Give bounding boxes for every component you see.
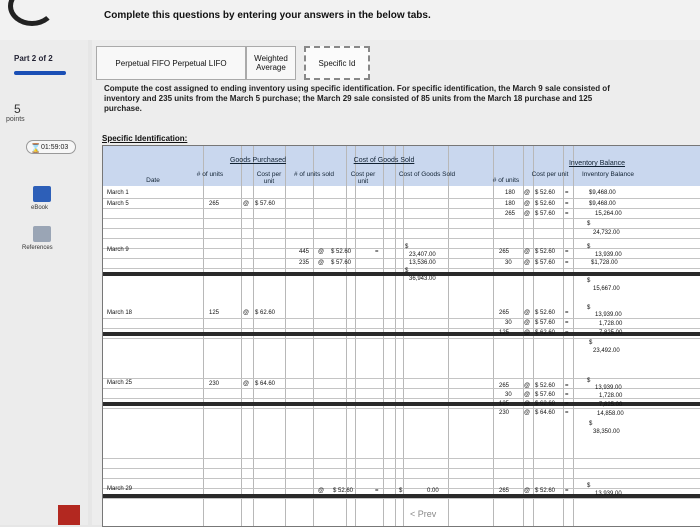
col-inv-balance: Inventory Balance: [581, 171, 635, 178]
sold-units[interactable]: 235: [299, 260, 310, 266]
sold-cost[interactable]: $ 52.60: [331, 249, 352, 255]
inv-cost[interactable]: $ 57.60: [535, 260, 556, 266]
at-sign: @: [524, 330, 531, 336]
at-sign: @: [524, 249, 531, 255]
inv-balance[interactable]: 1,728.00: [599, 393, 623, 399]
inv-total[interactable]: 15,667.00: [593, 286, 620, 292]
cogs-total[interactable]: 36,943.00: [409, 276, 436, 282]
inv-balance[interactable]: 13,939.00: [595, 385, 622, 391]
col-cost-per-unit-sold: Cost per unit: [350, 171, 376, 185]
dollar-sign: $: [589, 421, 593, 427]
inv-cost[interactable]: $ 52.60: [535, 249, 556, 255]
header-cost-of-goods-sold: Cost of Goods Sold: [353, 157, 415, 164]
equals-sign: =: [565, 410, 569, 416]
inv-units[interactable]: 30: [505, 260, 512, 266]
cogs-value[interactable]: 23,407.00: [409, 252, 436, 258]
inv-cost[interactable]: $ 52.60: [535, 190, 556, 196]
inv-balance[interactable]: $1,728.00: [591, 260, 618, 266]
inv-cost[interactable]: $ 57.60: [535, 211, 556, 217]
inv-units[interactable]: 265: [499, 383, 510, 389]
inv-balance[interactable]: 13,939.00: [595, 312, 622, 318]
purchase-cost[interactable]: $ 57.60: [255, 201, 276, 207]
dollar-sign: $: [587, 278, 591, 284]
inv-cost[interactable]: $ 52.60: [535, 383, 556, 389]
equals-sign: =: [565, 211, 569, 217]
inv-units[interactable]: 265: [499, 488, 510, 494]
row-date: March 9: [107, 247, 129, 253]
inv-units[interactable]: 180: [505, 201, 516, 207]
equals-sign: =: [565, 401, 569, 407]
equals-sign: =: [565, 330, 569, 336]
points-value: 5: [14, 102, 21, 116]
purchase-units[interactable]: 125: [209, 310, 220, 316]
inv-units[interactable]: 265: [499, 249, 510, 255]
at-sign: @: [318, 260, 325, 266]
hourglass-icon: ⌛: [30, 143, 42, 153]
prev-button[interactable]: < Prev: [410, 509, 437, 519]
problem-text: [104, 84, 700, 114]
inv-total[interactable]: 38,350.00: [593, 429, 620, 435]
sidebar: [0, 40, 88, 525]
sold-units[interactable]: 445: [299, 249, 310, 255]
header-inventory-balance: Inventory Balance: [568, 160, 626, 167]
equals-sign: =: [565, 190, 569, 196]
problem-line-2: inventory and 235 units from the March 5 purchase; the March 29 sale consisted of 85 units from the March 18 purchase and 125: [104, 94, 593, 103]
cogs-value[interactable]: 13,536.00: [409, 260, 436, 266]
dollar-sign: $: [399, 488, 403, 494]
inv-units[interactable]: 30: [505, 320, 512, 326]
equals-sign: =: [565, 310, 569, 316]
row-date: March 29: [107, 486, 133, 492]
dollar-sign: $: [587, 221, 591, 227]
inv-cost[interactable]: $ 64.60: [535, 410, 556, 416]
dollar-sign: $: [405, 244, 409, 250]
equals-sign: =: [565, 488, 569, 494]
header-goods-purchased: Goods Purchased: [229, 157, 287, 164]
sold-cost[interactable]: $ 52.60: [333, 488, 354, 494]
at-sign: @: [243, 201, 250, 207]
at-sign: @: [524, 392, 531, 398]
tab-specific-id[interactable]: Specific Id: [304, 46, 370, 80]
col-date: Date: [146, 177, 160, 184]
purchase-cost[interactable]: $ 62.60: [255, 310, 276, 316]
timer[interactable]: [26, 140, 76, 154]
tab-lifo-label[interactable]: Perpetual LIFO: [172, 58, 227, 68]
at-sign: @: [318, 488, 325, 494]
dollar-sign: $: [587, 244, 591, 250]
equals-sign: =: [565, 201, 569, 207]
col-units: # of units: [196, 171, 224, 178]
at-sign: @: [524, 201, 531, 207]
part-progress-bar: [14, 71, 66, 75]
col-inv-units: # of units: [492, 177, 520, 184]
at-sign: @: [524, 410, 531, 416]
references-label[interactable]: References: [22, 245, 53, 251]
col-cogs: Cost of Goods Sold: [398, 171, 456, 178]
section-title: Specific Identification:: [102, 134, 188, 143]
inv-balance[interactable]: $9,468.00: [589, 201, 616, 207]
at-sign: @: [524, 488, 531, 494]
timer-value: 01:59:03: [41, 144, 69, 151]
at-sign: @: [524, 383, 531, 389]
purchase-units[interactable]: 230: [209, 381, 220, 387]
at-sign: @: [524, 260, 531, 266]
col-cost-per-unit: Cost per unit: [256, 171, 282, 185]
at-sign: @: [524, 211, 531, 217]
inv-cost[interactable]: $ 62.60: [535, 330, 556, 336]
dollar-sign: $: [587, 378, 591, 384]
tab-fifo-label[interactable]: Perpetual FIFO: [115, 58, 171, 68]
ebook-label[interactable]: eBook: [31, 205, 49, 211]
dollar-sign: $: [589, 340, 593, 346]
part-indicator: Part 2 of 2: [14, 54, 53, 63]
col-units-sold: # of units sold: [293, 171, 335, 178]
problem-line-1: Compute the cost assigned to ending inventory using specific identification. For specific identification, the March 9 sale consisted of: [104, 84, 610, 93]
equals-sign: =: [565, 392, 569, 398]
col-inv-cost-per-unit: Cost per unit: [531, 171, 569, 178]
at-sign: @: [243, 310, 250, 316]
inv-cost[interactable]: $ 52.60: [535, 201, 556, 207]
inv-cost[interactable]: $ 57.60: [535, 392, 556, 398]
row-date: March 18: [107, 310, 133, 316]
dollar-sign: $: [587, 483, 591, 489]
problem-line-3: purchase.: [104, 104, 142, 113]
equals-sign: =: [565, 320, 569, 326]
equals-sign: =: [565, 383, 569, 389]
dollar-sign: $: [405, 268, 409, 274]
inv-units[interactable]: 180: [505, 190, 516, 196]
purchase-units[interactable]: 265: [209, 201, 220, 207]
tab-perpetual-fifo-lifo[interactable]: [96, 46, 246, 80]
at-sign: @: [318, 249, 325, 255]
equals-sign: =: [565, 260, 569, 266]
ebook-icon[interactable]: [33, 186, 51, 202]
inv-cost[interactable]: $ 52.60: [535, 488, 556, 494]
main-content: [92, 40, 700, 525]
points-label: points: [6, 116, 25, 123]
inventory-table: [102, 145, 700, 527]
top-bar: [0, 0, 700, 40]
purchase-cost[interactable]: $ 64.60: [255, 381, 276, 387]
inv-units[interactable]: 230: [499, 410, 510, 416]
inv-balance[interactable]: 13,939.00: [595, 252, 622, 258]
equals-sign: =: [375, 249, 379, 255]
inv-units[interactable]: 125: [499, 330, 510, 336]
inv-balance[interactable]: 1,728.00: [599, 321, 623, 327]
inv-units[interactable]: 30: [505, 392, 512, 398]
sold-cost[interactable]: $ 57.60: [331, 260, 352, 266]
at-sign: @: [243, 381, 250, 387]
cogs-value[interactable]: 0.00: [427, 488, 439, 494]
equals-sign: =: [565, 249, 569, 255]
inv-cost[interactable]: $ 57.60: [535, 320, 556, 326]
inv-cost[interactable]: $ 52.60: [535, 310, 556, 316]
tab-weighted-average[interactable]: Weighted Average: [246, 46, 296, 80]
at-sign: @: [524, 401, 531, 407]
inv-balance[interactable]: $9,468.00: [589, 190, 616, 196]
publisher-logo-icon: [58, 505, 80, 525]
inv-cost[interactable]: $ 62.60: [535, 401, 556, 407]
inv-units[interactable]: 125: [499, 401, 510, 407]
at-sign: @: [524, 310, 531, 316]
row-date: March 5: [107, 201, 129, 207]
inv-units[interactable]: 265: [499, 310, 510, 316]
equals-sign: =: [375, 488, 379, 494]
instruction-text: Complete this questions by entering your answers in the below tabs.: [104, 10, 431, 21]
inv-total[interactable]: 24,732.00: [593, 230, 620, 236]
at-sign: @: [524, 190, 531, 196]
references-icon[interactable]: [33, 226, 51, 242]
logo-icon: [8, 0, 56, 26]
inv-total[interactable]: 23,492.00: [593, 348, 620, 354]
inv-balance[interactable]: 14,858.00: [597, 411, 624, 417]
inv-balance[interactable]: 13,939.00: [595, 491, 622, 497]
dollar-sign: $: [587, 305, 591, 311]
row-date: March 1: [107, 190, 129, 196]
row-date: March 25: [107, 380, 133, 386]
at-sign: @: [524, 320, 531, 326]
inv-balance[interactable]: 15,264.00: [595, 211, 622, 217]
inv-balance[interactable]: 7,825.00: [599, 402, 623, 408]
inv-balance[interactable]: 7,825.00: [599, 330, 623, 336]
inv-units[interactable]: 265: [505, 211, 516, 217]
